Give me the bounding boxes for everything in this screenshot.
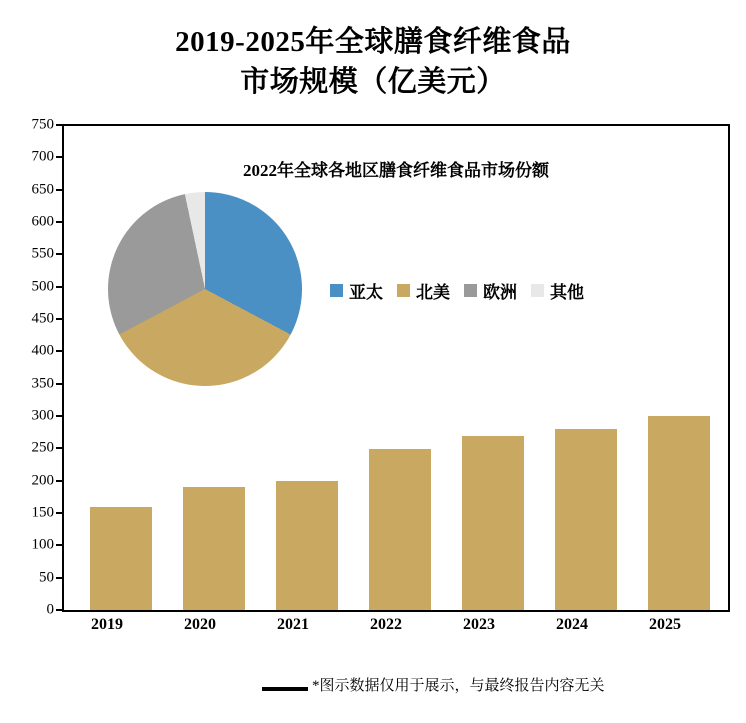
y-tick-label: 400 <box>31 342 54 359</box>
x-tick-label: 2019 <box>91 616 123 633</box>
y-tick-label: 550 <box>31 245 54 262</box>
x-tick-label: 2024 <box>556 616 588 633</box>
x-tick-label: 2025 <box>649 616 681 633</box>
y-tick-label: 200 <box>31 472 54 489</box>
legend-swatch-icon <box>531 284 544 297</box>
x-tick-label: 2020 <box>184 616 216 633</box>
pie-legend <box>330 278 584 303</box>
legend-item-north-america <box>397 278 450 303</box>
legend-item-europe <box>464 278 517 303</box>
y-tick-label: 150 <box>31 504 54 521</box>
y-tick-label: 650 <box>31 181 54 198</box>
footnote-rule <box>262 687 308 691</box>
pie-chart <box>108 192 302 386</box>
legend-swatch-icon <box>464 284 477 297</box>
legend-swatch-icon <box>397 284 410 297</box>
legend-item-asia-pacific <box>330 278 383 303</box>
title-line-1: 2019-2025年全球膳食纤维食品 <box>175 26 571 58</box>
legend-label: 其他 <box>550 283 584 302</box>
bar-2023 <box>462 436 524 610</box>
x-tick-label: 2021 <box>277 616 309 633</box>
y-tick-label: 600 <box>31 213 54 230</box>
legend-item-others <box>531 278 584 303</box>
bar-2021 <box>276 481 338 610</box>
x-tick-label: 2022 <box>370 616 402 633</box>
y-tick-label: 300 <box>31 407 54 424</box>
legend-label: 亚太 <box>349 283 383 302</box>
legend-swatch-icon <box>330 284 343 297</box>
y-tick-label: 100 <box>31 536 54 553</box>
legend-label: 北美 <box>416 283 450 302</box>
y-tick-label: 750 <box>31 116 54 133</box>
bar-2022 <box>369 449 431 610</box>
pie-chart-title: 2022年全球各地区膳食纤维食品市场份额 <box>243 161 549 180</box>
y-tick-label: 500 <box>31 278 54 295</box>
bar-2019 <box>90 507 152 610</box>
y-tick-label: 350 <box>31 375 54 392</box>
page-title <box>0 22 746 102</box>
footnote: *图示数据仅用于展示，与最终报告内容无关 <box>312 678 605 694</box>
title-line-2: 市场规模（亿美元） <box>240 66 506 98</box>
x-tick-label: 2023 <box>463 616 495 633</box>
legend-label: 欧洲 <box>483 283 517 302</box>
bar-2024 <box>555 429 617 610</box>
y-tick-label: 250 <box>31 439 54 456</box>
y-tick-label: 700 <box>31 148 54 165</box>
y-tick-label: 50 <box>39 569 54 586</box>
y-tick-label: 450 <box>31 310 54 327</box>
bar-2020 <box>183 487 245 610</box>
y-tick-label: 0 <box>46 601 54 618</box>
bar-2025 <box>648 416 710 610</box>
